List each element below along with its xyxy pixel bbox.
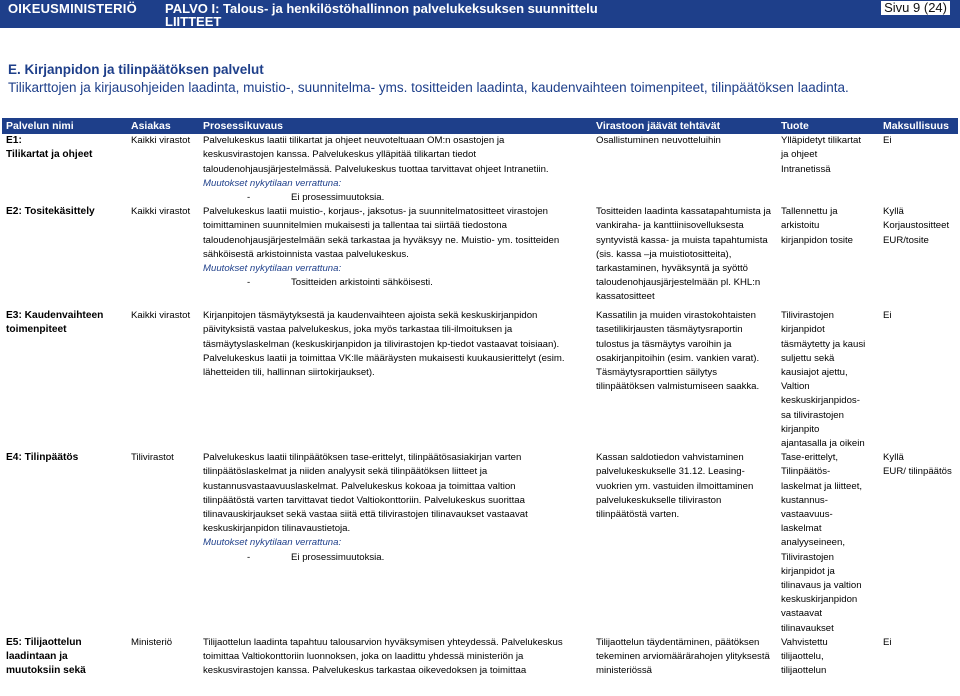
- table-row: [2, 205, 958, 309]
- service-name-line: Tilikartat ja ohjeet: [6, 149, 93, 161]
- tasks-line: tekeminen arviomäärärahojen ylityksestä: [596, 651, 770, 663]
- product-line: Tallennettu ja: [781, 206, 838, 218]
- table-header-row: [2, 118, 958, 134]
- process-line: Palvelukeskus laatii ja toimittaa VK:lle määräysten mukaisesti kuukausierittelyt (esim.: [203, 352, 565, 364]
- service-name-line: E4: Tilinpäätös: [6, 452, 79, 464]
- tasks-line: Tilijaottelun täydentäminen, päätöksen: [596, 636, 760, 648]
- product-line: sa tilivirastojen: [781, 409, 844, 421]
- fee-line: Korjaustositteet: [883, 220, 950, 232]
- fee-line: Kyllä: [883, 206, 904, 218]
- tasks-cell: [592, 134, 777, 205]
- service-name-cell: [2, 309, 127, 451]
- product-line: kausiajot ajettu,: [781, 367, 848, 379]
- product-line: Valtion: [781, 381, 810, 393]
- changes-label: Muutokset nykytilaan verrattuna:: [203, 263, 342, 275]
- service-name-line: E5: Tilijaottelun: [6, 636, 82, 648]
- product-line: Vahvistettu: [781, 636, 828, 648]
- col-header-fee: Maksullisuus: [879, 118, 958, 134]
- fee-cell: [879, 309, 958, 451]
- tasks-line: vankiraha- ja kanttiinisovelluksesta: [596, 220, 744, 232]
- process-line: toimittaminen suunnitelmien mukaisesti ja tallentaa tai siirtää tiedostona: [203, 220, 507, 232]
- client-cell: [127, 205, 199, 309]
- process-line: tilinpäätöstä varten tarvittavat tiedot Valtiokonttoriin. Palvelukeskus suorittaa: [203, 494, 525, 506]
- product-line: tilijaottelun: [781, 665, 827, 677]
- tasks-line: syntyvistä kassa- ja muista tapahtumista: [596, 234, 768, 246]
- service-name-cell: [2, 134, 127, 205]
- process-cell: [199, 205, 592, 309]
- product-line: kirjanpito: [781, 423, 820, 435]
- table-row: [2, 309, 958, 451]
- tasks-cell: [592, 636, 777, 696]
- change-item: [203, 276, 588, 290]
- service-name-line: E3: Kaudenvaihteen: [6, 310, 104, 322]
- product-line: ajantasalla ja oikein: [781, 438, 865, 450]
- process-line: lähetteiden tili, hallinnan siirtokirjaukset).: [203, 367, 375, 379]
- tasks-line: Täsmäytysraporttien säilytys: [596, 367, 718, 379]
- client-line: Kaikki virastot: [131, 135, 191, 147]
- fee-cell: [879, 451, 958, 636]
- process-cell: [199, 636, 592, 696]
- tasks-line: palvelukeskukselle tiliviraston: [596, 494, 722, 506]
- tasks-line: tilinpäätöksen valmistumiseen saakka.: [596, 381, 760, 393]
- process-line: keskusvirastojen kanssa. Palvelukeskus ylläpitää tilikartan tiedot: [203, 149, 477, 161]
- client-line: Kaikki virastot: [131, 310, 191, 322]
- tasks-line: osakirjanpitoihin (esim. vankien varat).: [596, 352, 760, 364]
- product-line: analyyseineen,: [781, 537, 846, 549]
- tasks-line: ministeriössä: [596, 665, 652, 677]
- product-cell: [777, 134, 879, 205]
- client-cell: [127, 636, 199, 696]
- tasks-line: taloudenohjausjärjestelmään pl. KHL:n: [596, 277, 761, 289]
- tasks-line: Kassan saldotiedon vahvistaminen: [596, 452, 744, 464]
- product-cell: [777, 636, 879, 696]
- col-header-tasks: Virastoon jäävät tehtävät: [592, 118, 777, 134]
- product-line: laskelmat: [781, 523, 822, 535]
- table-row: [2, 134, 958, 205]
- tasks-line: tasetilikirjausten täsmäytysraportin: [596, 324, 743, 336]
- col-header-process: Prosessikuvaus: [199, 118, 592, 134]
- service-name-line: muutoksiin sekä: [6, 665, 86, 677]
- product-line: ja ohjeet: [781, 149, 818, 161]
- product-line: Tilinpäätös-: [781, 466, 831, 478]
- section-title: E. Kirjanpidon ja tilinpäätöksen palvelut: [8, 62, 264, 77]
- process-line: taloudenohjausjärjestelmään sekä tarkastaa ja hyväksyy ne. Muistio- ym. tositteiden: [203, 234, 560, 246]
- process-line: tilinavauskirjaukset sekä vastaa siitä että tilivirastojen tilinavaukset vastaavat: [203, 509, 528, 521]
- process-line: keskuskirjanpidon tilinavaustietoja.: [203, 523, 351, 535]
- changes-label: Muutokset nykytilaan verrattuna:: [203, 177, 342, 189]
- bullet-dash: -: [247, 192, 251, 204]
- service-name-cell: [2, 205, 127, 309]
- product-line: kustannus-: [781, 494, 828, 506]
- product-line: suljettu sekä: [781, 352, 835, 364]
- bullet-dash: -: [247, 551, 251, 563]
- product-line: vastaavuus-: [781, 509, 833, 521]
- change-item: [203, 551, 588, 565]
- service-name-line: E1:: [6, 135, 22, 147]
- bullet-dash: -: [247, 277, 251, 289]
- fee-line: EUR/ tilinpäätös: [883, 466, 952, 478]
- product-cell: [777, 205, 879, 309]
- section-description: Tilikarttojen ja kirjausohjeiden laadinta, muistio-, suunnitelma- yms. tositteiden laadinta, kaudenvaihteen toimenpiteet, tilinpäätöksen laadinta.: [8, 80, 849, 95]
- tasks-line: Kassatilin ja muiden virastokohtaisten: [596, 310, 756, 322]
- client-line: Ministeriö: [131, 636, 173, 648]
- product-line: Tase-erittelyt,: [781, 452, 839, 464]
- product-line: vastaavat tilinavaukset: [781, 608, 834, 634]
- process-line: tilinpäätöslaskelmat ja niiden analyysit sekä tilinpäätöksen liitteet ja: [203, 466, 488, 478]
- service-name-cell: [2, 636, 127, 696]
- tasks-line: kassatositteet: [596, 291, 655, 303]
- product-line: kirjanpidot ja: [781, 565, 835, 577]
- process-line: taloudenohjausjärjestelmässä. Palvelukeskus tuottaa tarvittavat ohjeet Intranetiin.: [203, 163, 549, 175]
- service-name-line: toimenpiteet: [6, 324, 67, 336]
- process-line: kustannusvastaavuuslaskelmat. Palvelukeskus kokoaa ja toimittaa valtion: [203, 480, 516, 492]
- tasks-cell: [592, 309, 777, 451]
- product-line: keskuskirjanpidos-: [781, 395, 860, 407]
- process-line: Palvelukeskus laatii muistio-, korjaus-, jaksotus- ja suunnitelmatositteet virastojen: [203, 206, 548, 218]
- change-item-text: Ei prosessimuutoksia.: [291, 192, 385, 204]
- process-line: sähköisestä arkistoinnista vastaa palvelukeskus.: [203, 248, 409, 260]
- tasks-line: tulostus ja täsmäytys varoihin ja: [596, 338, 732, 350]
- tasks-cell: [592, 205, 777, 309]
- tasks-line: Osallistuminen neuvotteluihin: [596, 135, 721, 147]
- client-cell: [127, 134, 199, 205]
- product-line: kirjanpidot: [781, 324, 825, 336]
- process-line: Tilijaottelun laadinta tapahtuu talousarvion hyväksymisen yhteydessä. Palvelukeskus: [203, 636, 563, 648]
- product-line: Tilivirastojen: [781, 551, 834, 563]
- process-line: Kirjanpitojen täsmäytyksestä ja kaudenvaihteen ajoista sekä keskuskirjanpidon: [203, 310, 538, 322]
- service-name-cell: [2, 451, 127, 636]
- col-header-product: Tuote: [777, 118, 879, 134]
- change-item-text: Tositteiden arkistointi sähköisesti.: [291, 277, 433, 289]
- change-item: [203, 191, 588, 205]
- tasks-cell: [592, 451, 777, 636]
- fee-line: Ei: [883, 310, 892, 322]
- service-name-line: E2: Tositekäsittely: [6, 206, 95, 218]
- table-row: [2, 451, 958, 636]
- table-row: [2, 636, 958, 696]
- changes-label: Muutokset nykytilaan verrattuna:: [203, 537, 342, 549]
- fee-line: Ei: [883, 135, 892, 147]
- tasks-line: vuokrien ym. vastuiden ilmoittaminen: [596, 480, 754, 492]
- tasks-line: palvelukeskukselle 31.12. Leasing-: [596, 466, 745, 478]
- fee-cell: [879, 205, 958, 309]
- process-line: toimittaa Valtiokonttoriin luonnoksen, joka on laadittu yhdessä ministeriön ja: [203, 651, 524, 663]
- ministry-name: OIKEUSMINISTERIÖ: [8, 1, 137, 16]
- process-cell: [199, 309, 592, 451]
- process-line: Palvelukeskus laatii tilinpäätöksen tase-erittelyt, tilinpäätösasiakirjan varten: [203, 452, 522, 464]
- tasks-line: Tositteiden laadinta kassatapahtumista ja: [596, 206, 771, 218]
- product-cell: [777, 309, 879, 451]
- process-cell: [199, 451, 592, 636]
- product-line: Tilivirastojen: [781, 310, 834, 322]
- process-line: täsmäytyslaskelman (keskuskirjanpidon ja tilivirastojen kp-tiedot vastaavat toisiaan).: [203, 338, 560, 350]
- tasks-line: tarkastaminen, hyväksyntä ja syöttö: [596, 263, 748, 275]
- product-line: arkistoitu: [781, 220, 820, 232]
- document-title: PALVO I: Talous- ja henkilöstöhallinnon palvelukeksuksen suunnittelu: [165, 1, 598, 16]
- fee-line: Ei: [883, 636, 892, 648]
- product-line: keskuskirjanpidon: [781, 594, 858, 606]
- fee-line: EUR/tosite: [883, 234, 929, 246]
- process-line: keskusvirastojen kanssa. Palvelukeskus tarkastaa oikevedoksen ja toimittaa: [203, 665, 527, 677]
- product-cell: [777, 451, 879, 636]
- fee-cell: [879, 134, 958, 205]
- service-name-line: laadintaan ja: [6, 651, 68, 663]
- col-header-service: Palvelun nimi: [2, 118, 127, 134]
- product-line: Ylläpidetyt tilikartat: [781, 135, 861, 147]
- fee-line: Kyllä: [883, 452, 904, 464]
- services-table: [2, 118, 958, 696]
- product-line: tilijaottelu,: [781, 651, 824, 663]
- process-line: Palvelukeskus laatii tilikartat ja ohjeet neuvoteltuaan OM:n osastojen ja: [203, 135, 505, 147]
- tasks-line: tilinpäätöstä varten.: [596, 509, 680, 521]
- product-line: tilinavaus ja valtion: [781, 580, 862, 592]
- client-cell: [127, 451, 199, 636]
- page-header: [0, 0, 960, 28]
- product-line: täsmäytetty ja kausi: [781, 338, 866, 350]
- client-cell: [127, 309, 199, 451]
- document-subtitle: LIITTEET: [165, 14, 222, 29]
- col-header-client: Asiakas: [127, 118, 199, 134]
- fee-cell: [879, 636, 958, 696]
- product-line: laskelmat ja liitteet,: [781, 480, 863, 492]
- tasks-line: (sis. kassa –ja muistiotositteita),: [596, 248, 732, 260]
- product-line: Intranetissä: [781, 163, 831, 175]
- change-item-text: Ei prosessimuutoksia.: [291, 551, 385, 563]
- client-line: Tilivirastot: [131, 452, 174, 464]
- product-line: kirjanpidon tosite: [781, 234, 853, 246]
- process-line: päivityksistä vastaa palvelukeskus, joka myös tarkastaa tili-ilmoituksen ja: [203, 324, 513, 336]
- process-cell: [199, 134, 592, 205]
- client-line: Kaikki virastot: [131, 206, 191, 218]
- page-number: Sivu 9 (24): [881, 1, 950, 15]
